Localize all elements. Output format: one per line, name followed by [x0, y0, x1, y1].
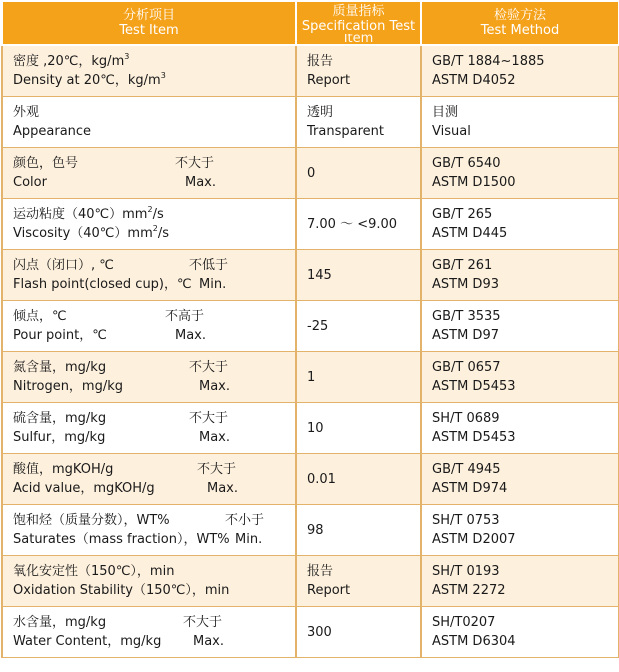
cell-test-method	[421, 199, 619, 250]
item-zh-limit: 不小于	[225, 513, 265, 528]
item-en-text: Pour point，℃	[13, 328, 107, 343]
table-row	[2, 199, 619, 250]
cell-specification	[296, 607, 421, 658]
spec-value: 透明	[307, 105, 334, 120]
item-zh-tail: /s	[152, 207, 164, 222]
item-zh-limit: 不大于	[175, 156, 215, 171]
method-astm: ASTM D445	[432, 226, 508, 241]
table-row	[2, 97, 619, 148]
table-row	[2, 607, 619, 658]
item-zh-limit: 不大于	[189, 411, 229, 426]
item-en-text: Density at 20℃，kg/m	[13, 73, 161, 88]
method-astm: ASTM D97	[432, 328, 499, 343]
item-en	[13, 173, 295, 192]
item-zh-limit: 不大于	[189, 360, 229, 375]
spec-value: 10	[307, 420, 324, 436]
method-gb: SH/T0207	[432, 615, 496, 630]
cell-test-item	[2, 352, 296, 403]
item-en-tail: /s	[157, 226, 169, 241]
spec-table-wrapper	[1, 0, 618, 658]
cell-test-item	[2, 556, 296, 607]
item-zh	[13, 562, 295, 581]
item-en-sup: 3	[160, 71, 166, 80]
item-en-text: Acid value，mgKOH/g	[13, 481, 155, 496]
item-en-limit: Min.	[199, 277, 227, 292]
item-zh-text: 硫含量，mg/kg	[13, 411, 107, 426]
header-item-en: Test Item	[119, 23, 179, 38]
item-zh-text: 酸值，mgKOH/g	[13, 462, 114, 477]
item-zh-text: 饱和烃（质量分数），WT%	[13, 513, 170, 528]
cell-test-method	[421, 352, 619, 403]
cell-test-item	[2, 45, 296, 97]
item-en	[13, 530, 295, 549]
cell-specification	[296, 505, 421, 556]
item-en	[13, 581, 295, 600]
item-zh	[13, 307, 295, 326]
item-en-limit: Max.	[199, 430, 231, 445]
cell-test-method	[421, 250, 619, 301]
method-gb: GB/T 6540	[432, 156, 501, 171]
spec-value: 98	[307, 522, 324, 538]
item-en-limit: Max.	[185, 175, 217, 190]
item-zh	[13, 460, 295, 479]
method-astm: ASTM D1500	[432, 175, 516, 190]
cell-specification	[296, 97, 421, 148]
item-en-text: Oxidation Stability（150℃），min	[13, 583, 230, 598]
item-zh	[13, 409, 295, 428]
cell-test-method	[421, 403, 619, 454]
item-en	[13, 428, 295, 447]
item-zh-text: 倾点，℃	[13, 309, 67, 324]
item-en-text: Flash point(closed cup)，℃	[13, 277, 192, 292]
item-en-text: Saturates（mass fraction），WT%	[13, 532, 230, 547]
header-test-method	[421, 1, 619, 45]
item-en	[13, 224, 295, 243]
cell-test-method	[421, 148, 619, 199]
item-en-text: Color	[13, 175, 47, 190]
cell-specification	[296, 199, 421, 250]
cell-test-item	[2, 97, 296, 148]
item-zh	[13, 52, 295, 71]
item-zh	[13, 613, 295, 632]
method-gb: SH/T 0193	[432, 564, 500, 579]
table-row	[2, 352, 619, 403]
cell-specification	[296, 301, 421, 352]
table-row	[2, 454, 619, 505]
item-en-text: Appearance	[13, 124, 92, 139]
item-zh-text: 氧化安定性（150℃），min	[13, 564, 175, 579]
header-specification	[296, 1, 421, 45]
item-en-text: Water Content，mg/kg	[13, 634, 162, 649]
method-astm: ASTM D93	[432, 277, 499, 292]
spec-value-en: Report	[307, 73, 351, 88]
cell-test-item	[2, 250, 296, 301]
cell-specification	[296, 45, 421, 97]
item-zh	[13, 103, 295, 122]
cell-test-item	[2, 505, 296, 556]
item-zh-limit: 不低于	[189, 258, 229, 273]
method-astm: ASTM D5453	[432, 430, 516, 445]
method-astm: ASTM D974	[432, 481, 508, 496]
item-zh-text: 外观	[13, 105, 40, 120]
item-zh	[13, 358, 295, 377]
item-zh-text: 运动粘度（40℃）mm	[13, 207, 148, 222]
item-en	[13, 122, 295, 141]
cell-specification	[296, 250, 421, 301]
item-en	[13, 275, 295, 294]
item-en	[13, 71, 295, 90]
header-spec-en: Specification Test	[301, 18, 416, 34]
table-row	[2, 148, 619, 199]
item-zh-limit: 不大于	[183, 615, 223, 630]
item-zh-text: 颜色，色号	[13, 156, 79, 171]
item-en-text: Viscosity（40℃）mm	[13, 226, 153, 241]
header-test-item	[2, 1, 296, 45]
item-zh-text: 氮含量，mg/kg	[13, 360, 107, 375]
spec-value: 7.00 ～ <9.00	[307, 216, 398, 232]
cell-test-item	[2, 301, 296, 352]
spec-value: 145	[307, 267, 332, 283]
method-gb: GB/T 4945	[432, 462, 501, 477]
spec-value: 报告	[307, 54, 334, 69]
cell-specification	[296, 148, 421, 199]
header-item-zh: 分析项目	[122, 8, 175, 23]
method-gb: GB/T 261	[432, 258, 493, 273]
item-en	[13, 632, 295, 651]
spec-value: 0.01	[307, 471, 336, 487]
method-gb: GB/T 0657	[432, 360, 501, 375]
spec-value: -25	[307, 318, 329, 334]
item-zh	[13, 154, 295, 173]
item-zh-sup: 3	[124, 52, 130, 61]
method-astm: ASTM 2272	[432, 583, 506, 598]
cell-specification	[296, 454, 421, 505]
cell-test-method	[421, 607, 619, 658]
method-gb: GB/T 265	[432, 207, 493, 222]
table-row	[2, 45, 619, 97]
table-row	[2, 250, 619, 301]
cell-test-method	[421, 505, 619, 556]
cell-test-method	[421, 454, 619, 505]
table-row	[2, 403, 619, 454]
item-zh-text: 密度 ,20℃，kg/m	[13, 54, 125, 69]
header-spec-zh: 质量指标	[332, 3, 385, 19]
method-astm: ASTM D5453	[432, 379, 516, 394]
item-en-limit: Min.	[235, 532, 263, 547]
method-astm: Visual	[432, 124, 471, 139]
table-row	[2, 301, 619, 352]
item-en-limit: Max.	[199, 379, 231, 394]
item-zh-text: 水含量，mg/kg	[13, 615, 107, 630]
spec-value-en: Transparent	[307, 124, 384, 139]
header-method-en: Test Method	[480, 23, 560, 38]
table-header-row	[2, 1, 619, 45]
item-zh	[13, 205, 295, 224]
method-gb: GB/T 3535	[432, 309, 501, 324]
spec-value: 0	[307, 165, 316, 181]
item-zh	[13, 256, 295, 275]
cell-specification	[296, 352, 421, 403]
cell-specification	[296, 403, 421, 454]
cell-test-item	[2, 199, 296, 250]
spec-value: 报告	[307, 564, 334, 579]
item-en-sup: 2	[152, 224, 158, 233]
spec-value-en: Report	[307, 583, 351, 598]
method-gb: SH/T 0753	[432, 513, 500, 528]
cell-test-item	[2, 148, 296, 199]
spec-value: 300	[307, 624, 332, 640]
cell-test-item	[2, 403, 296, 454]
item-zh	[13, 511, 295, 530]
method-gb: SH/T 0689	[432, 411, 500, 426]
item-en-limit: Max.	[175, 328, 207, 343]
header-spec-en2: Item	[343, 33, 374, 43]
item-zh-limit: 不大于	[197, 462, 237, 477]
item-zh-text: 闪点（闭口）, ℃	[13, 258, 114, 273]
cell-test-method	[421, 556, 619, 607]
cell-test-method	[421, 45, 619, 97]
item-en-text: Sulfur，mg/kg	[13, 430, 106, 445]
item-en-limit: Max.	[193, 634, 225, 649]
spec-table	[1, 0, 619, 658]
cell-test-method	[421, 301, 619, 352]
item-en-limit: Max.	[207, 481, 239, 496]
item-en	[13, 479, 295, 498]
item-en	[13, 326, 295, 345]
cell-test-method	[421, 97, 619, 148]
method-gb: GB/T 1884~1885	[432, 54, 545, 69]
method-gb: 目测	[432, 105, 459, 120]
cell-test-item	[2, 607, 296, 658]
table-row	[2, 505, 619, 556]
item-en	[13, 377, 295, 396]
table-body	[2, 45, 619, 658]
method-astm: ASTM D4052	[432, 73, 516, 88]
item-zh-sup: 2	[147, 205, 153, 214]
header-method-zh: 检验方法	[493, 8, 546, 23]
method-astm: ASTM D6304	[432, 634, 516, 649]
cell-test-item	[2, 454, 296, 505]
cell-specification	[296, 556, 421, 607]
item-en-text: Nitrogen，mg/kg	[13, 379, 124, 394]
method-astm: ASTM D2007	[432, 532, 516, 547]
spec-value: 1	[307, 369, 316, 385]
item-zh-limit: 不高于	[165, 309, 205, 324]
table-row	[2, 556, 619, 607]
